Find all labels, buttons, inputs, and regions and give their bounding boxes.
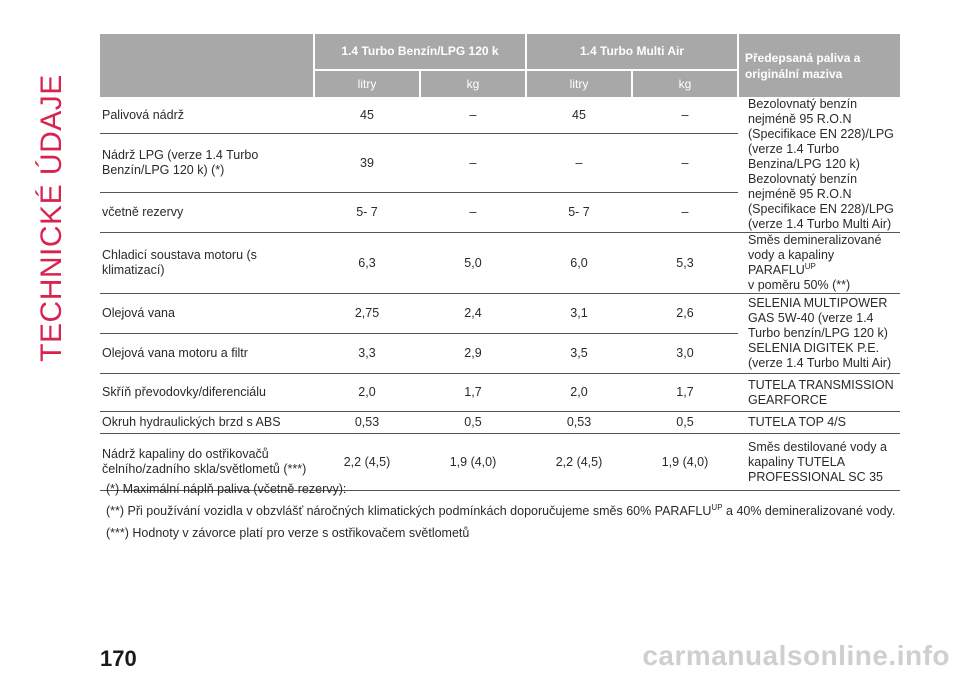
paraflu-superscript: UP (804, 261, 816, 271)
table-row (100, 412, 900, 434)
value-b-kg: – (632, 193, 738, 233)
unit-b-kg: kg (632, 70, 738, 97)
value-a-litry: 2,0 (314, 374, 420, 412)
spec-coolant-text: Směs demineralizované vody a kapaliny PARAFLU (748, 233, 882, 277)
footnote-2-superscript: UP (711, 502, 723, 512)
row-label: Chladicí soustava motoru (s klimatizací) (100, 233, 314, 294)
capacities-table (100, 34, 900, 491)
value-b-litry: – (526, 134, 632, 193)
table-row (100, 233, 900, 294)
header-engine-b: 1.4 Turbo Multi Air (526, 34, 738, 70)
row-label: Palivová nádrž (100, 97, 314, 134)
value-b-litry: 5- 7 (526, 193, 632, 233)
row-label: Nádrž kapaliny do ostřikovačů čelního/zadního skla/světlometů (***) (100, 434, 314, 491)
footnotes (106, 478, 906, 544)
row-label: Skříň převodovky/diferenciálu (100, 374, 314, 412)
value-b-kg: 5,3 (632, 233, 738, 294)
value-a-kg: – (420, 134, 526, 193)
value-a-litry: 6,3 (314, 233, 420, 294)
value-b-litry: 2,0 (526, 374, 632, 412)
header-engine-a: 1.4 Turbo Benzín/LPG 120 k (314, 34, 526, 70)
footnote-3: (***) Hodnoty v závorce platí pro verze s ostřikovačem světlometů (106, 526, 470, 540)
row-label: Nádrž LPG (verze 1.4 Turbo Benzín/LPG 120 k) (*) (100, 134, 314, 193)
value-b-litry: 0,53 (526, 412, 632, 434)
value-b-litry: 3,1 (526, 294, 632, 334)
value-b-kg: 3,0 (632, 334, 738, 374)
row-label: Olejová vana motoru a filtr (100, 334, 314, 374)
value-a-kg: 5,0 (420, 233, 526, 294)
row-label: Olejová vana (100, 294, 314, 334)
value-b-kg: – (632, 97, 738, 134)
value-a-kg: 2,9 (420, 334, 526, 374)
value-a-litry: 3,3 (314, 334, 420, 374)
footnote-1: (*) Maximální náplň paliva (včetně rezervy): (106, 482, 347, 496)
page-number: 170 (100, 646, 137, 671)
value-b-kg: – (632, 134, 738, 193)
value-b-litry: 6,0 (526, 233, 632, 294)
header-empty-cell (100, 34, 314, 97)
value-b-kg: 1,9 (4,0) (632, 434, 738, 491)
row-label: včetně rezervy (100, 193, 314, 233)
table-row (100, 374, 900, 412)
spec-fuel: Bezolovnatý benzín nejméně 95 R.O.N (Specifikace EN 228)/LPG (verze 1.4 Turbo Benzina/LPG 120 k) Bezolovnatý benzín nejméně 95 R.O.N (Specifikace EN 228)/LPG (verze 1.4 Turbo Multi Air) (738, 97, 900, 233)
value-a-kg: 1,9 (4,0) (420, 434, 526, 491)
spec-coolant-ratio: v poměru 50% (**) (748, 278, 851, 292)
table-row (100, 294, 900, 334)
value-b-litry: 45 (526, 97, 632, 134)
value-b-litry: 2,2 (4,5) (526, 434, 632, 491)
section-title-text: TECHNICKÉ ÚDAJE (35, 74, 68, 362)
spec-engine-oil: SELENIA MULTIPOWER GAS 5W-40 (verze 1.4 Turbo benzín/LPG 120 k) SELENIA DIGITEK P.E. (verze 1.4 Turbo Multi Air) (738, 294, 900, 374)
value-b-kg: 2,6 (632, 294, 738, 334)
value-a-litry: 2,2 (4,5) (314, 434, 420, 491)
unit-a-kg: kg (420, 70, 526, 97)
unit-b-litry: litry (526, 70, 632, 97)
unit-a-litry: litry (314, 70, 420, 97)
table-header-row (100, 34, 900, 70)
value-a-litry: 39 (314, 134, 420, 193)
value-a-kg: 1,7 (420, 374, 526, 412)
value-a-kg: 0,5 (420, 412, 526, 434)
value-a-kg: – (420, 97, 526, 134)
value-a-litry: 45 (314, 97, 420, 134)
spec-coolant (738, 233, 900, 294)
footnote-2-text: (**) Při používání vozidla v obzvlášť náročných klimatických podmínkách doporučujeme směs 60% PARAFLU (106, 504, 712, 518)
value-b-kg: 0,5 (632, 412, 738, 434)
value-b-litry: 3,5 (526, 334, 632, 374)
spec-washer-fluid: Směs destilované vody a kapaliny TUTELA PROFESSIONAL SC 35 (738, 434, 900, 491)
watermark: carmanualsonline.info (642, 640, 950, 671)
spec-gearbox: TUTELA TRANSMISSION GEARFORCE (738, 374, 900, 412)
value-a-litry: 2,75 (314, 294, 420, 334)
header-fuels-lubricants: Předepsaná paliva a originální maziva (738, 34, 900, 97)
value-a-kg: 2,4 (420, 294, 526, 334)
value-a-litry: 5- 7 (314, 193, 420, 233)
row-label: Okruh hydraulických brzd s ABS (100, 412, 314, 434)
table-row (100, 97, 900, 134)
spec-brake-fluid: TUTELA TOP 4/S (738, 412, 900, 434)
value-b-kg: 1,7 (632, 374, 738, 412)
footnote-2-end: a 40% demineralizované vody. (722, 504, 896, 518)
footnote-2 (106, 500, 906, 522)
value-a-litry: 0,53 (314, 412, 420, 434)
value-a-kg: – (420, 193, 526, 233)
